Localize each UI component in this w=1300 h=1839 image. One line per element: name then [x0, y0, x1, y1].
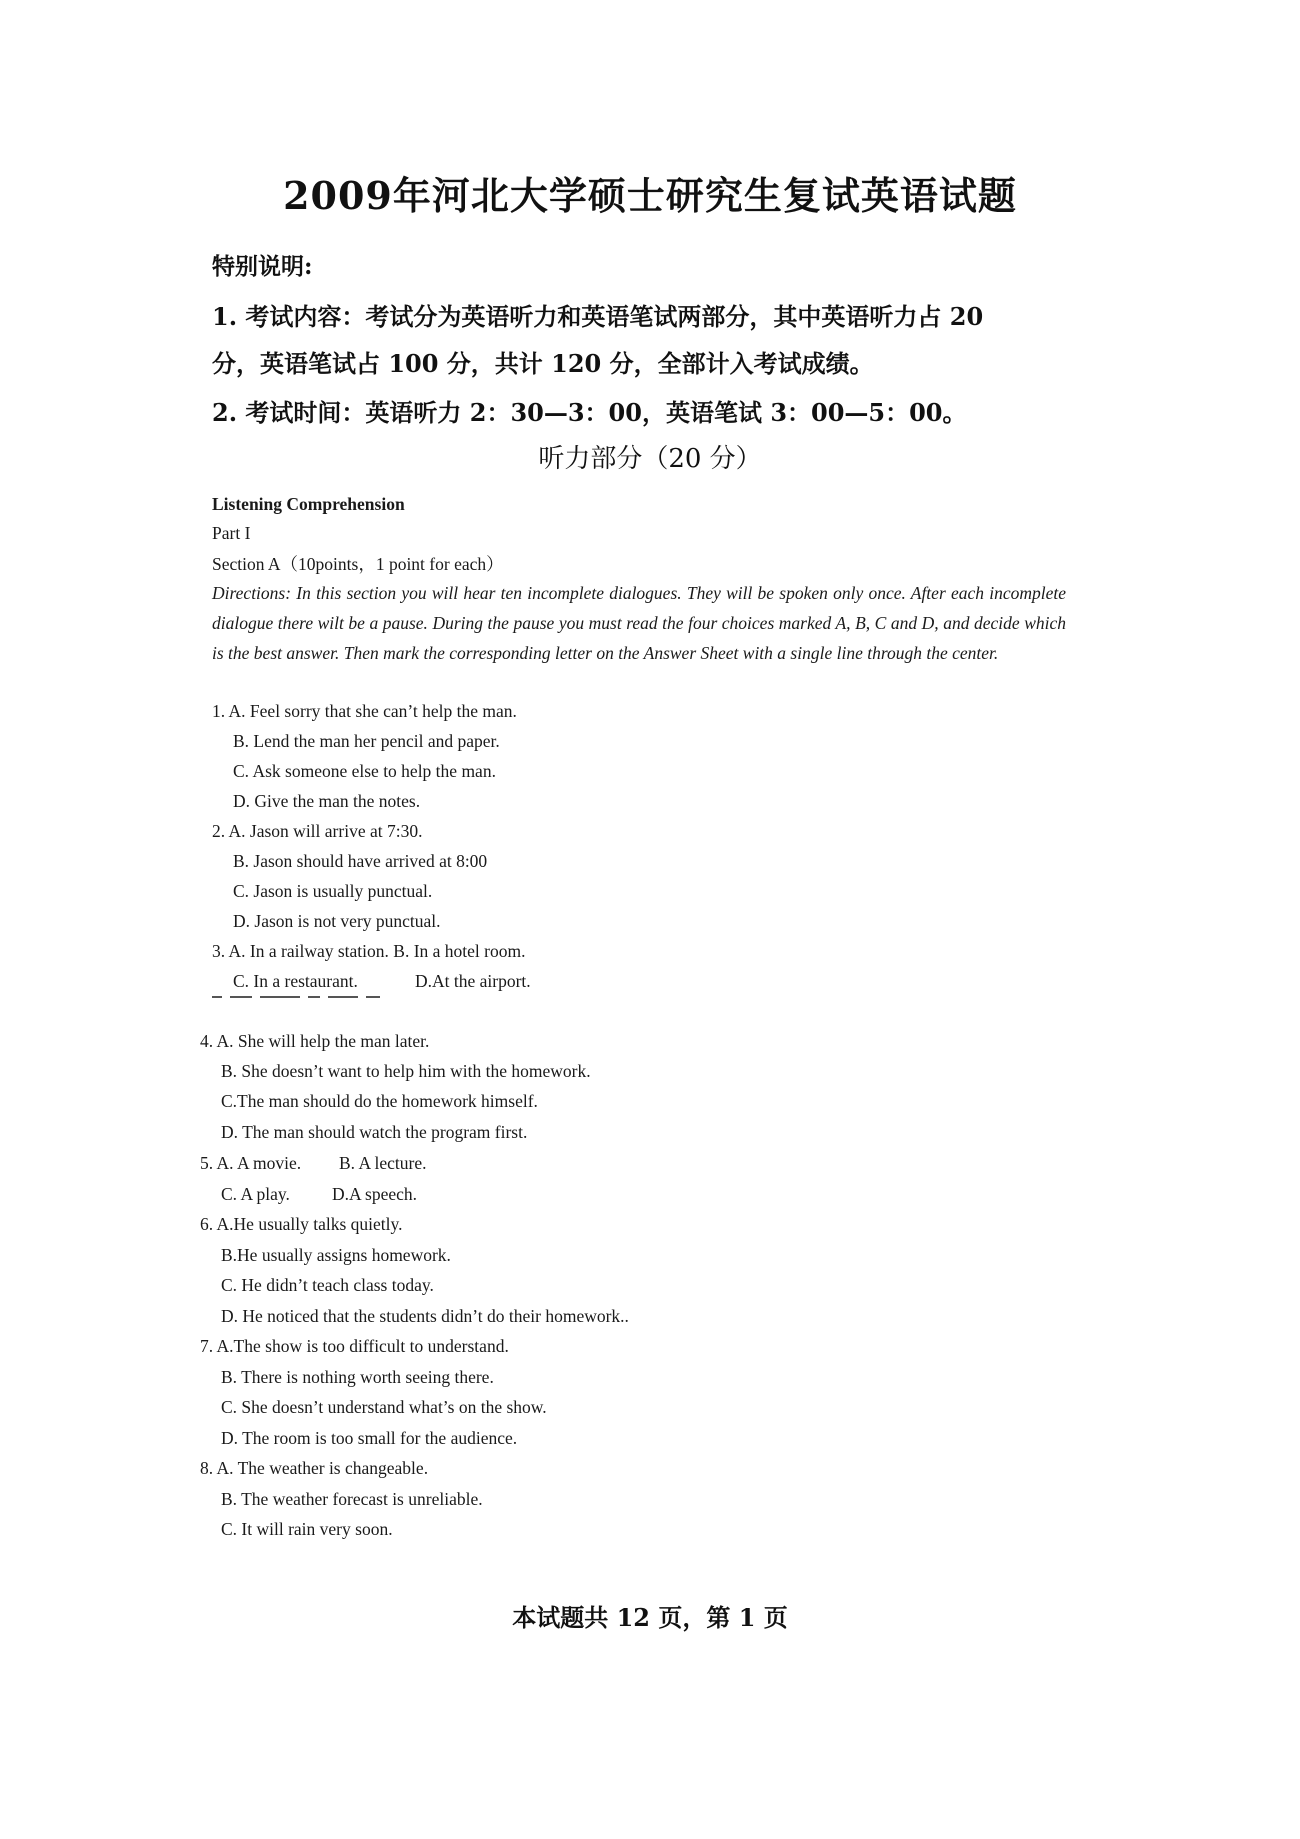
q6-option-b: B.He usually assigns homework.	[221, 1245, 451, 1265]
q1-option-b: B. Lend the man her pencil and paper.	[233, 731, 500, 751]
q3-option-d: D.At the airport.	[415, 971, 531, 991]
q4-option-a: 4. A. She will help the man later.	[200, 1031, 430, 1051]
q2-option-d: D. Jason is not very punctual.	[233, 911, 441, 931]
q4-option-b: B. She doesn’t want to help him with the homework.	[221, 1061, 591, 1081]
q7-option-a: 7. A.The show is too difficult to understand.	[200, 1336, 509, 1356]
q7-option-d: D. The room is too small for the audience.	[221, 1428, 518, 1448]
special-notes-heading: 特别说明:	[212, 253, 313, 280]
q6-option-c: C. He didn’t teach class today.	[221, 1275, 434, 1295]
note-line-1: 1. 考试内容：考试分为英语听力和英语笔试两部分，其中英语听力占 20	[212, 302, 984, 331]
exam-title: 2009年河北大学硕士研究生复试英语试题	[283, 173, 1017, 218]
q5-option-d: D.A speech.	[332, 1184, 418, 1204]
q1-option-d: D. Give the man the notes.	[233, 791, 421, 811]
q8-option-a: 8. A. The weather is changeable.	[200, 1458, 429, 1478]
directions-paragraph: Directions: In this section you will hear ten incomplete dialogues. They will be spoken only once. After each incomplete dialogue there wilt be a pause. During the pause you must read the four choices marked A, B, C and D, and decide which is the best answer. Then mark the corresponding letter on the Answer Sheet with a single line through the center.	[212, 583, 1066, 663]
q5-option-c: C. A play.	[221, 1184, 290, 1204]
q1-option-a: 1. A. Feel sorry that she can’t help the man.	[212, 701, 517, 721]
listening-heading: Listening Comprehension	[212, 494, 405, 514]
note-line-2: 分，英语笔试占 100 分，共计 120 分，全部计入考试成绩。	[212, 349, 874, 378]
q3-option-c: C. In a restaurant.	[233, 971, 358, 991]
q1-option-c: C. Ask someone else to help the man.	[233, 761, 496, 781]
q8-option-c: C. It will rain very soon.	[221, 1519, 393, 1539]
q2-option-c: C. Jason is usually punctual.	[233, 881, 433, 901]
q2-option-a: 2. A. Jason will arrive at 7:30.	[212, 821, 423, 841]
q6-option-a: 6. A.He usually talks quietly.	[200, 1214, 403, 1234]
q8-option-b: B. The weather forecast is unreliable.	[221, 1489, 483, 1509]
listening-section-title: 听力部分（20 分）	[538, 444, 762, 474]
q5-option-a: 5. A. A movie.	[200, 1153, 302, 1173]
q6-option-d: D. He noticed that the students didn’t do their homework..	[221, 1306, 629, 1326]
note-line-3: 2. 考试时间：英语听力 2：30—3：00，英语笔试 3：00—5：00。	[212, 398, 967, 427]
q4-option-d: D. The man should watch the program first.	[221, 1122, 528, 1142]
page-footer: 本试题共 12 页，第 1 页	[512, 1603, 788, 1632]
q2-option-b: B. Jason should have arrived at 8:00	[233, 851, 488, 871]
section-a-label: Section A（10points，1 point for each）	[212, 554, 504, 574]
q7-option-c: C. She doesn’t understand what’s on the show.	[221, 1397, 547, 1417]
q5-option-b: B. A lecture.	[339, 1153, 427, 1173]
q7-option-b: B. There is nothing worth seeing there.	[221, 1367, 494, 1387]
cut-off-text-line	[212, 996, 452, 1001]
q3-option-ab: 3. A. In a railway station. B. In a hotel room.	[212, 941, 526, 961]
q4-option-c: C.The man should do the homework himself.	[221, 1091, 538, 1111]
part-label: Part I	[212, 523, 251, 543]
